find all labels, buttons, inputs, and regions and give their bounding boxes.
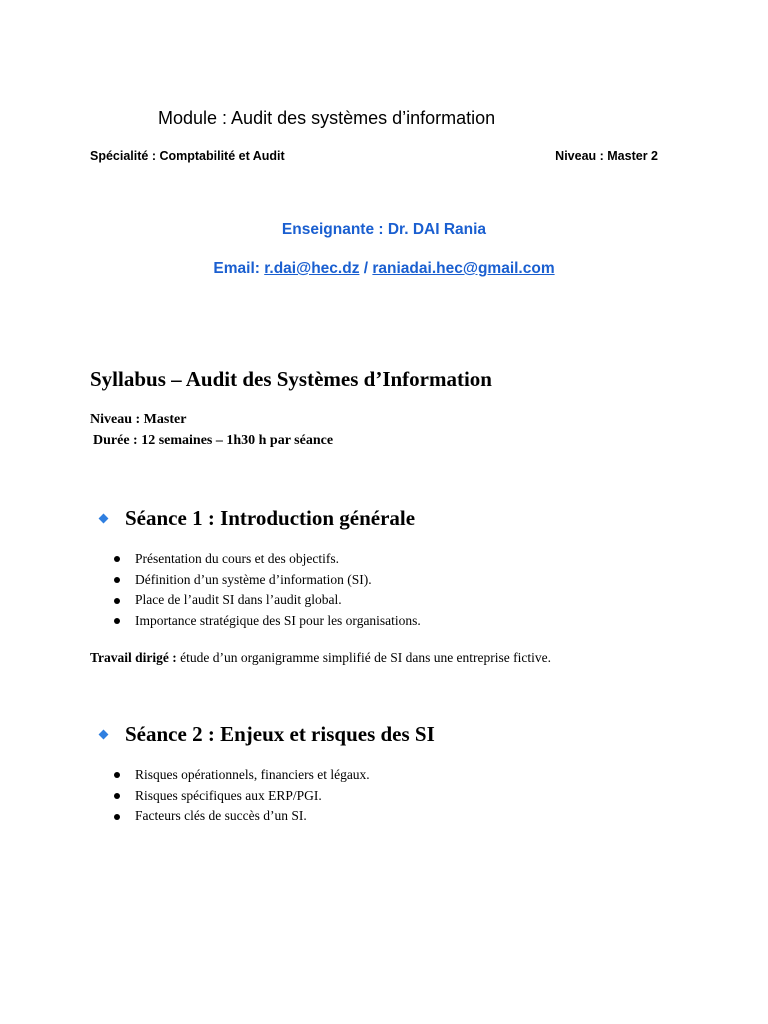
bullet-dot-icon	[114, 598, 120, 604]
email-row	[0, 260, 768, 278]
meta-row	[90, 149, 658, 163]
email-separator: /	[359, 260, 373, 277]
seance-1-heading	[98, 506, 415, 531]
bullet-dot-icon	[114, 618, 120, 624]
niveau-label: Niveau : Master 2	[555, 149, 658, 163]
seance-1-list	[114, 549, 421, 632]
list-item-text: Définition d’un système d’information (SI).	[135, 571, 372, 587]
bullet-dot-icon	[114, 556, 120, 562]
bullet-dot-icon	[114, 577, 120, 583]
seance-1-title: Séance 1 : Introduction générale	[125, 506, 416, 530]
diamond-bullet-icon	[99, 730, 109, 740]
travail-dirige	[90, 650, 551, 666]
list-item	[114, 611, 421, 632]
seance-2-heading	[98, 722, 435, 747]
list-item	[114, 590, 421, 611]
syllabus-duree: Durée : 12 semaines – 1h30 h par séance	[93, 433, 334, 448]
list-item	[114, 786, 370, 807]
module-title: Module : Audit des systèmes d’information	[158, 108, 496, 128]
diamond-bullet-icon	[99, 514, 109, 524]
list-item	[114, 549, 421, 570]
seance-2-list	[114, 765, 370, 827]
list-item	[114, 765, 370, 786]
specialite-label: Spécialité : Comptabilité et Audit	[90, 149, 285, 163]
list-item-text: Place de l’audit SI dans l’audit global.	[135, 592, 342, 608]
bullet-dot-icon	[114, 772, 120, 778]
list-item-text: Facteurs clés de succès d’un SI.	[135, 808, 307, 824]
list-item-text: Risques spécifiques aux ERP/PGI.	[135, 787, 322, 803]
teacher-name: Enseignante : Dr. DAI Rania	[281, 221, 487, 238]
list-item-text: Risques opérationnels, financiers et légaux.	[135, 767, 370, 782]
list-item-text: Présentation du cours et des objectifs.	[135, 551, 339, 566]
bullet-dot-icon	[114, 793, 120, 799]
bullet-dot-icon	[114, 814, 120, 820]
email-link-gmail[interactable]: raniadai.hec@gmail.com	[372, 260, 555, 277]
seance-2-title: Séance 2 : Enjeux et risques des SI	[125, 722, 435, 746]
email-link-hec[interactable]: r.dai@hec.dz	[264, 260, 360, 277]
email-label: Email:	[213, 260, 265, 277]
list-item	[114, 806, 370, 827]
travail-text: étude d’un organigramme simplifié de SI dans une entreprise fictive.	[176, 650, 552, 665]
list-item-text: Importance stratégique des SI pour les organisations.	[135, 613, 421, 629]
syllabus-title: Syllabus – Audit des Systèmes d’Information	[90, 367, 492, 391]
list-item	[114, 570, 421, 591]
travail-label: Travail dirigé :	[90, 650, 177, 665]
syllabus-niveau: Niveau : Master	[90, 412, 187, 427]
